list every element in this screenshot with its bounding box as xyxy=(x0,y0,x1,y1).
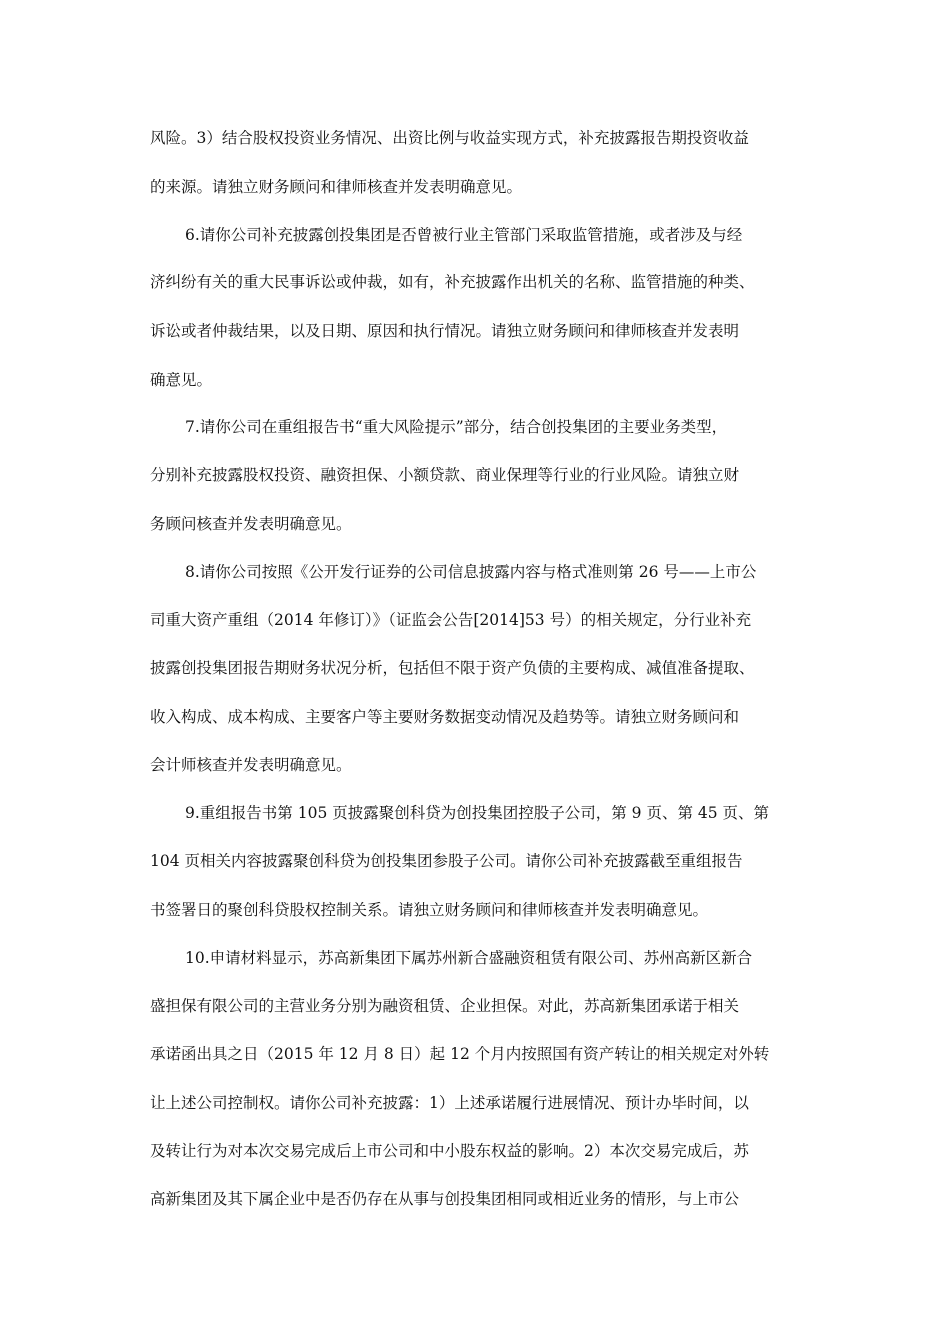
text-line: 6.请你公司补充披露创投集团是否曾被行业主管部门采取监管措施，或者涉及与经 xyxy=(185,226,743,244)
text-line: 承诺函出具之日（2015 年 12 月 8 日）起 12 个月内按照国有资产转让的相关规定对外转 xyxy=(150,1045,770,1063)
text-line: 及转让行为对本次交易完成后上市公司和中小股东权益的影响。2）本次交易完成后，苏 xyxy=(150,1142,749,1160)
text-line: 确意见。 xyxy=(150,371,213,389)
text-line: 让上述公司控制权。请你公司补充披露：1）上述承诺履行进展情况、预计办毕时间，以 xyxy=(150,1094,749,1112)
text-line: 会计师核查并发表明确意见。 xyxy=(150,756,352,774)
text-line: 7.请你公司在重组报告书“重大风险提示”部分，结合创投集团的主要业务类型， xyxy=(185,418,728,436)
text-line: 高新集团及其下属企业中是否仍存在从事与创投集团相同或相近业务的情形，与上市公 xyxy=(150,1190,740,1208)
text-line: 书签署日的聚创科贷股权控制关系。请独立财务顾问和律师核查并发表明确意见。 xyxy=(150,901,709,919)
text-line: 104 页相关内容披露聚创科贷为创投集团参股子公司。请你公司补充披露截至重组报告 xyxy=(150,852,743,870)
text-line: 披露创投集团报告期财务状况分析，包括但不限于资产负债的主要构成、减值准备提取、 xyxy=(150,659,755,677)
text-line: 盛担保有限公司的主营业务分别为融资租赁、企业担保。对此，苏高新集团承诺于相关 xyxy=(150,997,740,1015)
text-line: 8.请你公司按照《公开发行证券的公司信息披露内容与格式准则第 26 号——上市公 xyxy=(185,563,757,581)
text-line: 司重大资产重组（2014 年修订）》（证监会公告[2014]53 号）的相关规定，分行业补充 xyxy=(150,611,752,629)
text-line: 收入构成、成本构成、主要客户等主要财务数据变动情况及趋势等。请独立财务顾问和 xyxy=(150,708,740,726)
text-line: 9.重组报告书第 105 页披露聚创科贷为创投集团控股子公司，第 9 页、第 45 页、第 xyxy=(185,804,770,822)
text-line: 的来源。请独立财务顾问和律师核查并发表明确意见。 xyxy=(150,178,523,196)
text-line: 济纠纷有关的重大民事诉讼或仲裁，如有，补充披露作出机关的名称、监管措施的种类、 xyxy=(150,273,755,291)
text-line: 分别补充披露股权投资、融资担保、小额贷款、商业保理等行业的行业风险。请独立财 xyxy=(150,466,740,484)
text-line: 诉讼或者仲裁结果，以及日期、原因和执行情况。请独立财务顾问和律师核查并发表明 xyxy=(150,322,740,340)
text-line: 务顾问核查并发表明确意见。 xyxy=(150,515,352,533)
text-line: 风险。3）结合股权投资业务情况、出资比例与收益实现方式，补充披露报告期投资收益 xyxy=(150,129,749,147)
text-line: 10.申请材料显示，苏高新集团下属苏州新合盛融资租赁有限公司、苏州高新区新合 xyxy=(185,949,753,967)
